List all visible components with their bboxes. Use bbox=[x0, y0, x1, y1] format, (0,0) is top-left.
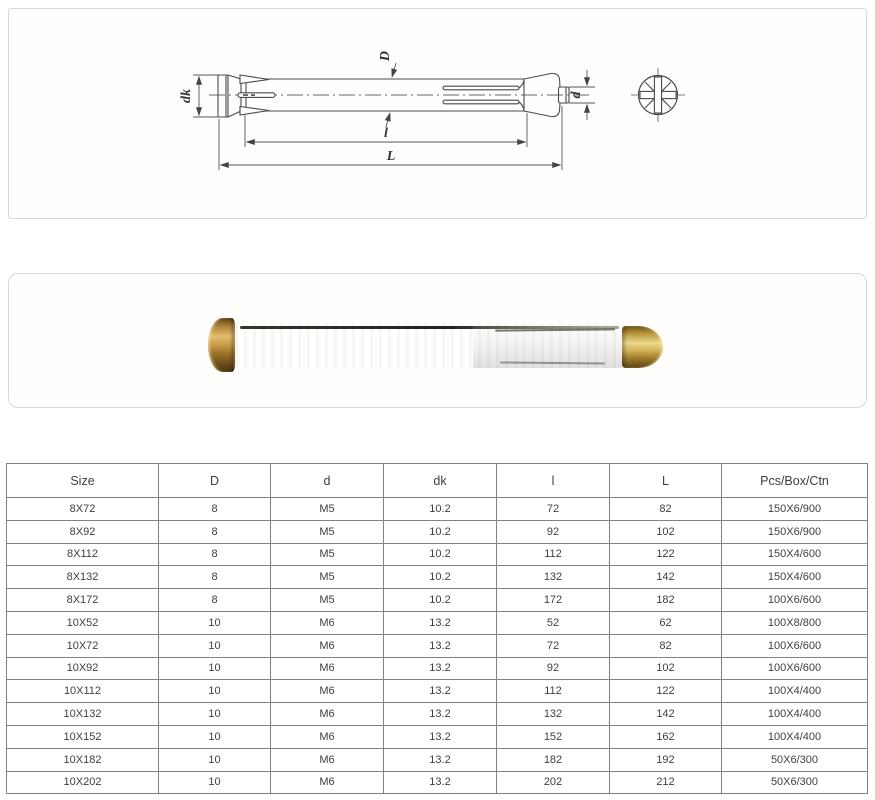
table-cell: 150X6/900 bbox=[722, 498, 868, 521]
table-cell: M6 bbox=[271, 634, 384, 657]
table-cell: 100X4/400 bbox=[722, 703, 868, 726]
spec-table bbox=[6, 463, 868, 794]
table-cell: 100X6/600 bbox=[722, 589, 868, 612]
drawing-slit-top bbox=[443, 86, 519, 90]
spec-table-body bbox=[7, 498, 868, 794]
table-cell: 10X52 bbox=[7, 611, 159, 634]
table-cell: M5 bbox=[271, 520, 384, 543]
table-cell: 10.2 bbox=[384, 498, 497, 521]
table-row bbox=[7, 748, 868, 771]
table-cell: 8X72 bbox=[7, 498, 159, 521]
table-cell: 10.2 bbox=[384, 589, 497, 612]
header-cell: D bbox=[159, 464, 271, 498]
table-cell: M6 bbox=[271, 680, 384, 703]
table-cell: M6 bbox=[271, 611, 384, 634]
table-cell: M6 bbox=[271, 771, 384, 794]
table-cell: 122 bbox=[610, 680, 722, 703]
anchor-dimension-drawing bbox=[9, 9, 866, 218]
table-cell: 8 bbox=[159, 498, 271, 521]
header-cell: dk bbox=[384, 464, 497, 498]
table-cell: 150X4/600 bbox=[722, 543, 868, 566]
header-cell: d bbox=[271, 464, 384, 498]
table-cell: 8X172 bbox=[7, 589, 159, 612]
table-cell: 10X152 bbox=[7, 725, 159, 748]
table-cell: M5 bbox=[271, 566, 384, 589]
table-cell: 72 bbox=[497, 498, 610, 521]
drawing-fin-top bbox=[240, 75, 269, 84]
table-cell: 100X8/800 bbox=[722, 611, 868, 634]
table-cell: 212 bbox=[610, 771, 722, 794]
table-cell: 82 bbox=[610, 634, 722, 657]
table-row bbox=[7, 634, 868, 657]
table-cell: 13.2 bbox=[384, 725, 497, 748]
table-cell: 8X112 bbox=[7, 543, 159, 566]
table-row bbox=[7, 543, 868, 566]
table-cell: 10 bbox=[159, 657, 271, 680]
table-cell: 13.2 bbox=[384, 703, 497, 726]
table-cell: 10.2 bbox=[384, 520, 497, 543]
drawing-slit-bottom bbox=[443, 100, 519, 104]
drawing-fin-bottom bbox=[240, 107, 269, 116]
table-cell: 13.2 bbox=[384, 634, 497, 657]
table-cell: 100X6/600 bbox=[722, 634, 868, 657]
table-cell: M5 bbox=[271, 589, 384, 612]
table-cell: 13.2 bbox=[384, 748, 497, 771]
dim-label-d: d bbox=[569, 91, 584, 99]
photo-expansion-sleeve bbox=[473, 323, 623, 368]
table-cell: 10 bbox=[159, 748, 271, 771]
table-cell: 10 bbox=[159, 634, 271, 657]
table-cell: 92 bbox=[497, 520, 610, 543]
table-cell: 150X6/900 bbox=[722, 520, 868, 543]
table-cell: 10X202 bbox=[7, 771, 159, 794]
table-cell: 8 bbox=[159, 520, 271, 543]
photo-anchor-tip bbox=[622, 326, 663, 368]
table-cell: 100X4/400 bbox=[722, 680, 868, 703]
table-cell: 142 bbox=[610, 566, 722, 589]
table-cell: 52 bbox=[497, 611, 610, 634]
table-cell: 10X72 bbox=[7, 634, 159, 657]
table-cell: 152 bbox=[497, 725, 610, 748]
table-cell: 10X92 bbox=[7, 657, 159, 680]
table-cell: 13.2 bbox=[384, 657, 497, 680]
table-cell: 10 bbox=[159, 725, 271, 748]
header-row bbox=[7, 464, 868, 498]
table-cell: 132 bbox=[497, 703, 610, 726]
table-row bbox=[7, 498, 868, 521]
table-cell: 182 bbox=[610, 589, 722, 612]
table-cell: 82 bbox=[610, 498, 722, 521]
table-cell: 10 bbox=[159, 611, 271, 634]
dim-label-dk: dk bbox=[179, 89, 194, 103]
table-cell: 172 bbox=[497, 589, 610, 612]
table-cell: 100X4/400 bbox=[722, 725, 868, 748]
table-cell: 8 bbox=[159, 589, 271, 612]
table-cell: M6 bbox=[271, 703, 384, 726]
dim-label-l: l bbox=[384, 126, 388, 141]
table-cell: 102 bbox=[610, 657, 722, 680]
table-row bbox=[7, 589, 868, 612]
header-cell: Size bbox=[7, 464, 159, 498]
table-cell: 8X132 bbox=[7, 566, 159, 589]
table-cell: 112 bbox=[497, 680, 610, 703]
dim-label-D: D bbox=[378, 50, 393, 62]
table-cell: 62 bbox=[610, 611, 722, 634]
table-cell: 10.2 bbox=[384, 566, 497, 589]
header-cell: L bbox=[610, 464, 722, 498]
table-row bbox=[7, 703, 868, 726]
table-cell: 8X92 bbox=[7, 520, 159, 543]
table-row bbox=[7, 611, 868, 634]
table-row bbox=[7, 520, 868, 543]
table-cell: 100X6/600 bbox=[722, 657, 868, 680]
table-cell: 10 bbox=[159, 703, 271, 726]
drawing-head-face bbox=[218, 75, 228, 117]
table-row bbox=[7, 657, 868, 680]
table-cell: 122 bbox=[610, 543, 722, 566]
table-cell: 13.2 bbox=[384, 771, 497, 794]
table-cell: 112 bbox=[497, 543, 610, 566]
table-row bbox=[7, 680, 868, 703]
table-cell: M6 bbox=[271, 748, 384, 771]
table-cell: 10.2 bbox=[384, 543, 497, 566]
table-cell: M5 bbox=[271, 543, 384, 566]
table-row bbox=[7, 566, 868, 589]
photo-anchor-head bbox=[208, 318, 235, 372]
table-cell: 10 bbox=[159, 771, 271, 794]
product-photo-panel bbox=[8, 273, 867, 408]
table-cell: 92 bbox=[497, 657, 610, 680]
table-cell: 102 bbox=[610, 520, 722, 543]
technical-drawing-panel bbox=[8, 8, 867, 219]
table-cell: 50X6/300 bbox=[722, 748, 868, 771]
table-cell: 8 bbox=[159, 543, 271, 566]
table-cell: M5 bbox=[271, 498, 384, 521]
table-cell: 72 bbox=[497, 634, 610, 657]
table-row bbox=[7, 725, 868, 748]
photo-slit-bottom bbox=[500, 361, 605, 364]
table-row bbox=[7, 771, 868, 794]
table-cell: 10X182 bbox=[7, 748, 159, 771]
photo-anchor-body bbox=[233, 323, 623, 368]
table-cell: 13.2 bbox=[384, 611, 497, 634]
table-cell: 192 bbox=[610, 748, 722, 771]
table-cell: 162 bbox=[610, 725, 722, 748]
spec-table-header bbox=[7, 464, 868, 498]
product-photo bbox=[208, 318, 673, 372]
table-cell: 13.2 bbox=[384, 680, 497, 703]
table-cell: 10 bbox=[159, 680, 271, 703]
table-cell: 8 bbox=[159, 566, 271, 589]
dim-label-L: L bbox=[386, 149, 396, 164]
table-cell: M6 bbox=[271, 725, 384, 748]
table-cell: M6 bbox=[271, 657, 384, 680]
table-cell: 10X132 bbox=[7, 703, 159, 726]
pozidriv-end-view bbox=[631, 68, 685, 122]
table-cell: 142 bbox=[610, 703, 722, 726]
header-cell: Pcs/Box/Ctn bbox=[722, 464, 868, 498]
table-cell: 182 bbox=[497, 748, 610, 771]
table-cell: 10X112 bbox=[7, 680, 159, 703]
table-cell: 150X4/600 bbox=[722, 566, 868, 589]
photo-slit-top bbox=[495, 328, 615, 331]
table-cell: 132 bbox=[497, 566, 610, 589]
table-cell: 50X6/300 bbox=[722, 771, 868, 794]
table-cell: 202 bbox=[497, 771, 610, 794]
header-cell: l bbox=[497, 464, 610, 498]
